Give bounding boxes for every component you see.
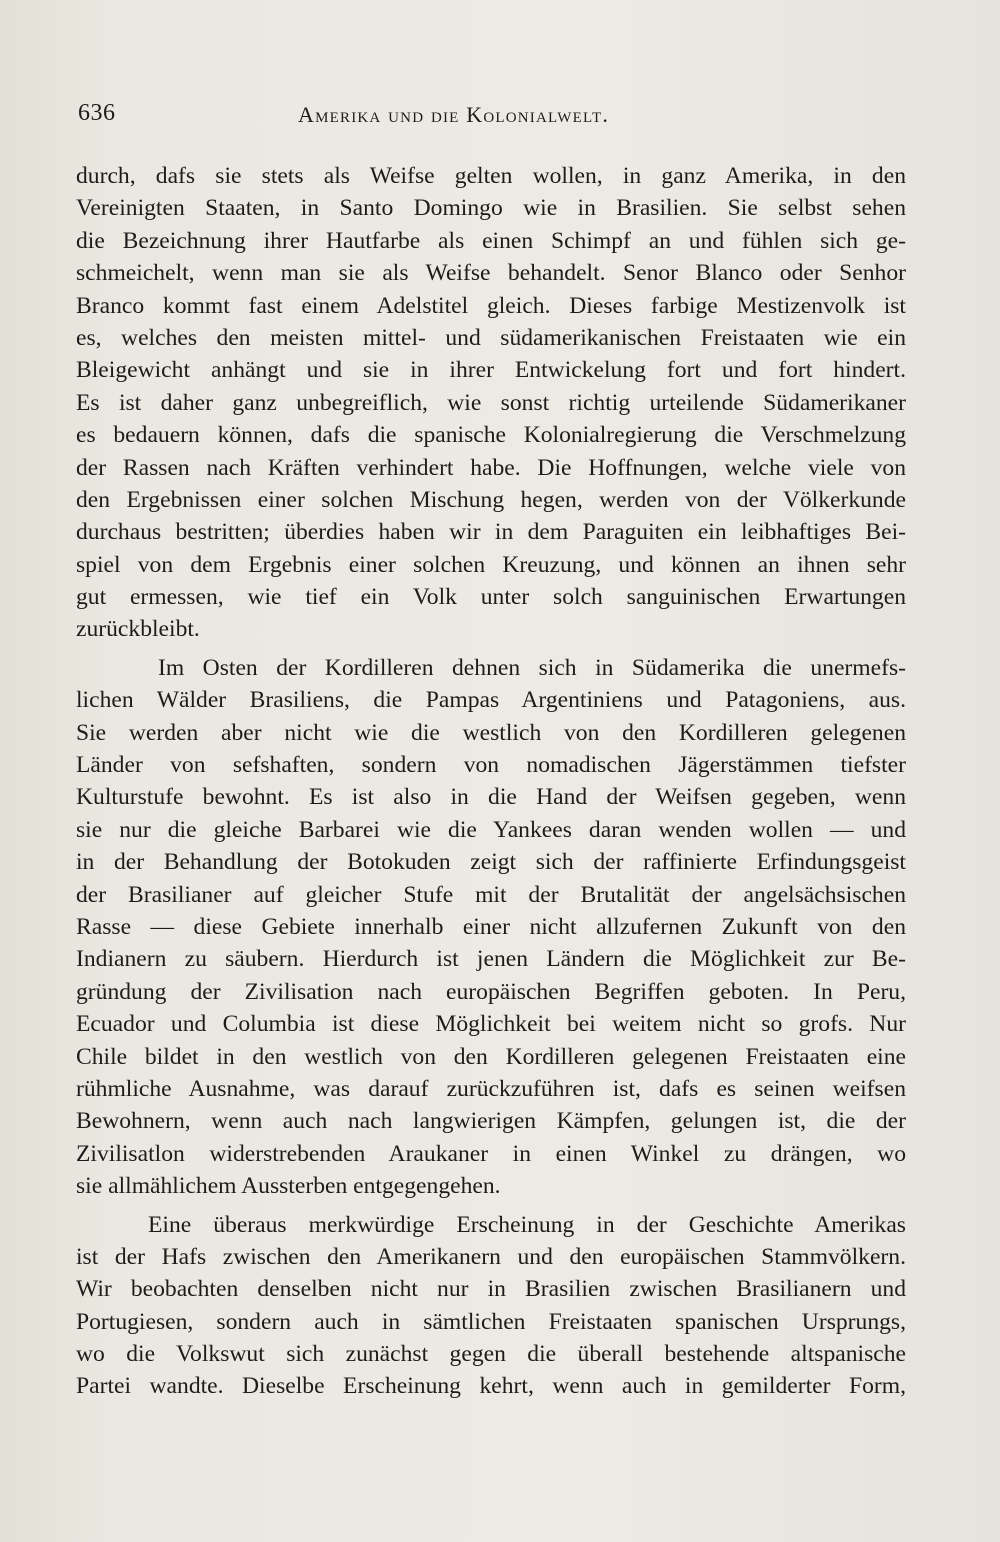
- text-line: der Brasilianer auf gleicher Stufe mit der Brutalität der angelsächsischen: [76, 881, 906, 908]
- text-line: in der Behandlung der Botokuden zeigt sich der raffinierte Erfindungsgeist: [76, 849, 906, 876]
- text-line: Es ist daher ganz unbegreiflich, wie sonst richtig urteilende Südamerikaner: [76, 389, 906, 416]
- text-line: Bewohnern, wenn auch nach langwierigen Kämpfen, gelungen ist, die der: [76, 1108, 906, 1135]
- text-line: lichen Wälder Brasiliens, die Pampas Argentiniens und Patagoniens, aus.: [76, 687, 906, 714]
- paragraph-3: [76, 1209, 906, 1403]
- running-head: [78, 98, 908, 132]
- text-line: wo die Volkswut sich zunächst gegen die überall bestehende altspanische: [76, 1341, 906, 1368]
- text-line: Zivilisatlon widerstrebenden Araukaner in einen Winkel zu drängen, wo: [76, 1140, 906, 1167]
- running-title: Amerika und die Kolonialwelt.: [298, 102, 610, 127]
- text-line: Bleigewicht anhängt und sie in ihrer Entwickelung fort und fort hindert.: [76, 357, 906, 384]
- text-line: Chile bildet in den westlich von den Kordilleren gelegenen Freistaaten eine: [76, 1043, 906, 1070]
- text-line: schmeichelt, wenn man sie als Weifse behandelt. Senor Blanco oder Senhor: [76, 260, 906, 287]
- paragraph-1: [76, 160, 906, 646]
- text-line: Kulturstufe bewohnt. Es ist also in die Hand der Weifsen gegeben, wenn: [76, 784, 906, 811]
- text-line: der Rassen nach Kräften verhindert habe. Die Hoffnungen, welche viele von: [76, 454, 906, 481]
- text-line: gut ermessen, wie tief ein Volk unter solch sanguinischen Erwartungen: [76, 584, 906, 611]
- text-line: Portugiesen, sondern auch in sämtlichen Freistaaten spanischen Ursprungs,: [76, 1308, 906, 1335]
- text-line: zurückbleibt.: [76, 616, 200, 643]
- body-text: [76, 160, 906, 1403]
- text-line: Sie werden aber nicht wie die westlich von den Kordilleren gelegenen: [76, 719, 906, 746]
- text-line: es, welches den meisten mittel- und südamerikanischen Freistaaten wie ein: [76, 324, 906, 351]
- text-line: die Bezeichnung ihrer Hautfarbe als einen Schimpf an und fühlen sich ge-: [76, 227, 906, 254]
- text-line: Im Osten der Kordilleren dehnen sich in Südamerika die unermefs-: [158, 654, 906, 681]
- text-line: rühmliche Ausnahme, was darauf zurückzuführen ist, dafs es seinen weifsen: [76, 1075, 906, 1102]
- paragraph-2: [76, 652, 906, 1203]
- text-line: Rasse — diese Gebiete innerhalb einer nicht allzufernen Zukunft von den: [76, 913, 906, 940]
- text-line: Länder von sefshaften, sondern von nomadischen Jägerstämmen tiefster: [76, 752, 906, 779]
- text-line: gründung der Zivilisation nach europäischen Begriffen geboten. In Peru,: [76, 978, 906, 1005]
- text-line: sie nur die gleiche Barbarei wie die Yankees daran wenden wollen — und: [76, 816, 906, 843]
- text-line: den Ergebnissen einer solchen Mischung hegen, werden von der Völkerkunde: [76, 486, 906, 513]
- page-number: 636: [78, 100, 116, 126]
- text-line: Vereinigten Staaten, in Santo Domingo wie in Brasilien. Sie selbst sehen: [76, 195, 906, 222]
- text-line: Partei wandte. Dieselbe Erscheinung kehrt, wenn auch in gemilderter Form,: [76, 1373, 906, 1400]
- text-line: Wir beobachten denselben nicht nur in Brasilien zwischen Brasilianern und: [76, 1276, 906, 1303]
- text-line: ist der Hafs zwischen den Amerikanern und den europäischen Stammvölkern.: [76, 1243, 906, 1270]
- text-line: Indianern zu säubern. Hierdurch ist jenen Ländern die Möglichkeit zur Be-: [76, 946, 906, 973]
- text-line: Branco kommt fast einem Adelstitel gleich. Dieses farbige Mestizenvolk ist: [76, 292, 906, 319]
- text-line: sie allmählichem Aussterben entgegengehen.: [76, 1173, 501, 1200]
- text-line: Eine überaus merkwürdige Erscheinung in der Geschichte Amerikas: [148, 1211, 906, 1238]
- text-line: es bedauern können, dafs die spanische Kolonialregierung die Verschmelzung: [76, 422, 906, 449]
- text-line: durchaus bestritten; überdies haben wir in dem Paraguiten ein leibhaftiges Bei-: [76, 519, 906, 546]
- text-line: Ecuador und Columbia ist diese Möglichkeit bei weitem nicht so grofs. Nur: [76, 1011, 906, 1038]
- text-line: spiel von dem Ergebnis einer solchen Kreuzung, und können an ihnen sehr: [76, 551, 906, 578]
- text-line: durch, dafs sie stets als Weifse gelten wollen, in ganz Amerika, in den: [76, 163, 906, 189]
